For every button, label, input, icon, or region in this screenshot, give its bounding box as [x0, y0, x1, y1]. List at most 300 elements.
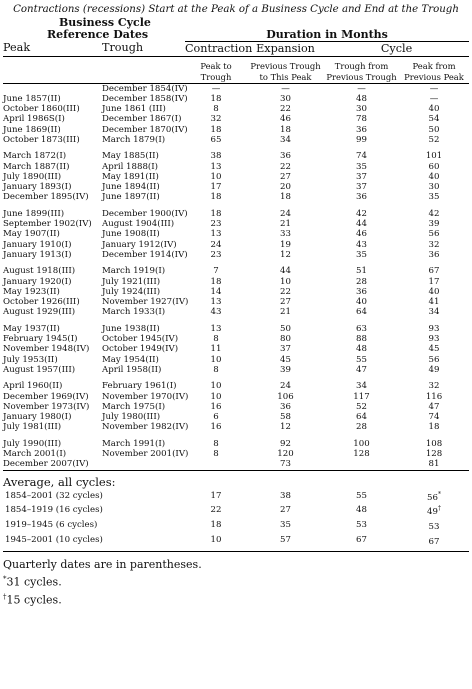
peak-date: August 1918(III) — [3, 266, 76, 277]
cycle-peak-months: — — [429, 93, 439, 104]
cycle-trough-months: 35 — [356, 249, 367, 260]
peak-date: August 1929(III) — [3, 307, 76, 318]
peak-date: June 1899(III) — [3, 208, 65, 219]
star-footnote-text: 31 cycles. — [6, 575, 62, 589]
contraction-months: 16 — [210, 422, 222, 433]
expansion-months: 24 — [280, 208, 291, 219]
average-cycle-trough — [324, 518, 399, 533]
average-contraction — [185, 533, 247, 548]
subheader-peak-from-previous-peak: Peak from Previous Peak — [399, 56, 469, 83]
cycle-peak-months: 32 — [428, 381, 440, 392]
trough-date: October 1945(IV) — [102, 334, 179, 345]
average-expansion-value: 27 — [280, 505, 291, 516]
table-row — [3, 392, 469, 402]
table-row — [3, 402, 469, 412]
table-row — [3, 229, 469, 239]
trough-date: June 1861 (III) — [102, 104, 166, 115]
cycle-peak-months: 32 — [428, 239, 440, 250]
cycle-trough-months: 36 — [356, 124, 367, 135]
average-contraction-value: 18 — [210, 520, 222, 531]
table-row — [3, 192, 469, 202]
trough-date: December 1858(IV) — [102, 93, 188, 104]
trough-date: April 1958(II) — [102, 364, 162, 375]
table-row — [3, 439, 469, 449]
cycle-trough-months: 34 — [356, 381, 367, 392]
expansion-months: 22 — [280, 104, 291, 115]
star-footnote — [3, 572, 472, 590]
cycle-peak-months: 47 — [428, 401, 440, 412]
average-cycle-trough — [324, 503, 399, 518]
contraction-months: — — [211, 83, 221, 94]
average-cycle-peak-value: 53 — [428, 522, 440, 533]
contraction-months: 6 — [213, 412, 219, 423]
contraction-months: 18 — [210, 208, 222, 219]
average-cycle-peak — [399, 503, 469, 518]
cycle-peak-months: 45 — [428, 344, 440, 355]
peak-date: July 1953(II) — [3, 354, 58, 365]
cycle-trough-months: 35 — [356, 161, 367, 172]
average-cycle-trough — [324, 533, 399, 548]
subheader-blank-1 — [3, 56, 102, 83]
average-body — [3, 470, 469, 551]
contraction-months: 13 — [210, 229, 222, 240]
peak-date: September 1902(IV) — [3, 219, 92, 230]
average-expansion — [247, 503, 324, 518]
trough-date: June 1938(II) — [102, 323, 160, 334]
table-row — [3, 412, 469, 422]
table-row — [3, 266, 469, 276]
average-expansion — [247, 489, 324, 504]
cycle-peak-months: 101 — [425, 151, 443, 162]
cycle-trough-months: 48 — [356, 93, 367, 104]
average-expansion — [247, 533, 324, 548]
average-cycle-peak — [399, 533, 469, 548]
trough-header: Trough — [102, 41, 185, 56]
contraction-months — [185, 459, 247, 470]
peak-date: October 1860(III) — [3, 104, 80, 115]
cycle-peak-months: 93 — [428, 334, 440, 345]
average-contraction — [185, 518, 247, 533]
cycle-peak-months: 35 — [428, 192, 440, 203]
cycle-peak-months: 81 — [428, 459, 440, 470]
reference-dates-header — [3, 17, 185, 41]
quarterly-note: Quarterly dates are in parentheses. — [3, 558, 202, 572]
peak-date: March 2001(I) — [3, 449, 67, 459]
peak-date: June 1857(II) — [3, 93, 61, 104]
cycle-peak-months: 67 — [428, 266, 440, 277]
table-row — [3, 135, 469, 145]
peak-date: January 1920(I) — [3, 276, 72, 287]
average-row — [3, 533, 469, 548]
cycle-trough-months: 74 — [356, 151, 367, 162]
cycle-trough-months — [324, 459, 399, 470]
peak-date: April 1986S(I) — [3, 114, 65, 125]
table-row — [3, 324, 469, 334]
cycle-peak-months: 93 — [428, 323, 440, 334]
expansion-months: 24 — [280, 381, 291, 392]
peak-date: August 1957(III) — [3, 364, 76, 375]
table-row — [3, 83, 469, 94]
subheader-blank-2 — [102, 56, 185, 83]
expansion-months: 22 — [280, 286, 291, 297]
cycle-peak-months: 34 — [428, 307, 440, 318]
cycle-header: Cycle — [324, 41, 469, 56]
cycle-trough-months: 37 — [356, 182, 367, 193]
contraction-months: 18 — [210, 276, 222, 287]
reference-dates-line2: Reference Dates — [47, 28, 149, 41]
expansion-months: 21 — [280, 307, 291, 318]
expansion-months: 19 — [280, 239, 291, 250]
expansion-months: — — [281, 83, 290, 94]
trough-date: June 1897(II) — [102, 192, 160, 203]
contraction-months: 24 — [210, 239, 222, 250]
contraction-months: 17 — [210, 182, 222, 193]
contraction-months: 14 — [210, 286, 222, 297]
cycle-trough-months: — — [357, 83, 366, 94]
average-row — [3, 503, 469, 518]
trough-date: May 1885(II) — [102, 151, 159, 162]
expansion-months: 27 — [280, 171, 291, 182]
trough-date: April 1888(I) — [102, 161, 159, 172]
cycle-trough-months: 47 — [356, 364, 367, 375]
trough-date: December 1914(IV) — [102, 249, 188, 260]
expansion-months: 18 — [280, 124, 291, 135]
average-expansion-value: 38 — [280, 490, 291, 501]
cycle-peak-months: 41 — [428, 297, 440, 308]
peak-date: May 1937(II) — [3, 323, 60, 334]
trough-date: December 1867(I) — [102, 114, 182, 125]
cycle-trough-months: 88 — [356, 334, 367, 345]
contraction-months: 32 — [210, 114, 222, 125]
contraction-months: 38 — [210, 151, 222, 162]
peak-date: July 1890(III) — [3, 171, 62, 182]
peak-date: February 1945(I) — [3, 334, 78, 345]
cycle-peak-months: 18 — [428, 422, 440, 433]
average-period: 1945–2001 (10 cycles) — [5, 535, 103, 546]
expansion-months: 45 — [280, 354, 291, 365]
expansion-months: 30 — [280, 93, 291, 104]
table-row — [3, 365, 469, 375]
subheader-previous-trough-to-peak: Previous Trough to This Peak — [247, 56, 324, 83]
table-row — [3, 172, 469, 182]
contraction-months: 10 — [210, 391, 222, 402]
table-row — [3, 449, 469, 459]
cycle-peak-months: 56 — [428, 354, 440, 365]
table-notes — [3, 558, 472, 607]
table-row — [3, 125, 469, 135]
trough-date: October 1949(IV) — [102, 344, 179, 355]
peak-date: March 1872(I) — [3, 151, 67, 162]
cycle-peak-months: 128 — [425, 449, 443, 459]
trough-date: May 1954(II) — [102, 354, 159, 365]
average-contraction-value: 17 — [210, 490, 222, 501]
cycle-trough-months: 55 — [356, 354, 367, 365]
cycle-peak-months: 52 — [428, 134, 440, 145]
cycle-peak-months: 108 — [425, 438, 443, 449]
cycle-trough-months: 48 — [356, 344, 367, 355]
trough-date: December 1900(IV) — [102, 208, 188, 219]
cycle-peak-months: 60 — [428, 161, 440, 172]
average-expansion-value: 35 — [280, 520, 291, 531]
cycle-trough-months: 28 — [356, 422, 367, 433]
cycle-peak-months: 40 — [428, 171, 440, 182]
contraction-header: Contraction — [185, 41, 253, 55]
average-cycle-trough-value: 55 — [356, 490, 367, 501]
contraction-months: 10 — [210, 354, 222, 365]
contraction-months: 8 — [213, 104, 219, 115]
table-row — [3, 94, 469, 104]
contraction-months: 23 — [210, 219, 222, 230]
cycle-trough-months: 128 — [353, 449, 370, 459]
trough-date: August 1904(III) — [102, 219, 175, 230]
cycle-peak-months: 50 — [428, 124, 440, 135]
average-row — [3, 489, 469, 504]
table-row — [3, 307, 469, 317]
cycle-trough-months: 99 — [356, 134, 367, 145]
peak-date: January 1980(I) — [3, 412, 72, 423]
expansion-months: 12 — [280, 249, 291, 260]
contraction-months: 13 — [210, 323, 222, 334]
peak-date: May 1923(II) — [3, 286, 60, 297]
cycle-trough-months: 44 — [356, 219, 367, 230]
contraction-months: 65 — [210, 134, 222, 145]
duration-header: Duration in Months — [185, 17, 469, 41]
expansion-months: 21 — [280, 219, 291, 230]
table-row — [3, 209, 469, 219]
peak-date: December 2007(IV) — [3, 459, 89, 470]
table-row — [3, 182, 469, 192]
peak-header: Peak — [3, 41, 102, 56]
peak-date: March 1887(II) — [3, 161, 70, 172]
cycle-trough-months: 28 — [356, 276, 367, 287]
peak-date: October 1873(III) — [3, 134, 80, 145]
table-row — [3, 219, 469, 229]
table-row — [3, 240, 469, 250]
trough-date — [102, 459, 185, 470]
cycle-trough-months: 51 — [356, 266, 367, 277]
cycle-peak-months: 40 — [428, 104, 440, 115]
cycle-peak-months: 54 — [428, 114, 440, 125]
table-row — [3, 355, 469, 365]
cycle-peak-months: 116 — [425, 391, 443, 402]
contraction-months: 11 — [210, 344, 222, 355]
peak-date: July 1990(III) — [3, 438, 62, 449]
peak-date: October 1926(III) — [3, 297, 80, 308]
trough-date: November 2001(IV) — [102, 449, 189, 459]
expansion-months: 33 — [280, 229, 291, 240]
peak-date: December 1895(IV) — [3, 192, 89, 203]
table-row — [3, 250, 469, 260]
trough-date: March 1991(I) — [102, 438, 166, 449]
cycle-trough-months: 36 — [356, 192, 367, 203]
cycle-trough-months: 36 — [356, 286, 367, 297]
reference-dates-line1: Business Cycle — [59, 16, 151, 29]
cycle-trough-months: 42 — [356, 208, 367, 219]
table-row — [3, 162, 469, 172]
table-row — [3, 459, 469, 470]
cycle-peak-months: 40 — [428, 286, 440, 297]
expansion-months: 73 — [280, 459, 291, 470]
peak-date: May 1907(II) — [3, 229, 60, 240]
trough-date: June 1908(II) — [102, 229, 160, 240]
trough-date: March 1933(I) — [102, 307, 166, 318]
table-row — [3, 287, 469, 297]
average-contraction-value: 22 — [210, 505, 222, 516]
expansion-months: 106 — [277, 391, 294, 402]
expansion-months: 37 — [280, 344, 291, 355]
average-expansion-value: 57 — [280, 535, 291, 546]
peak-date: December 1969(IV) — [3, 391, 89, 402]
cycle-trough-months: 40 — [356, 297, 367, 308]
cycle-trough-months: 43 — [356, 239, 367, 250]
trough-date: February 1961(I) — [102, 381, 177, 392]
expansion-months: 36 — [280, 151, 291, 162]
contraction-months: 43 — [210, 307, 222, 318]
expansion-header: Expansion — [247, 41, 324, 56]
peak-date — [3, 83, 102, 94]
cycle-peak-months: 30 — [428, 182, 440, 193]
contraction-months: 8 — [213, 438, 219, 449]
footnote-mark: * — [437, 490, 441, 498]
star-mark: * — [3, 575, 7, 584]
cycle-trough-months: 64 — [356, 307, 367, 318]
table-row — [3, 104, 469, 114]
trough-date: July 1924(III) — [102, 286, 161, 297]
trough-date: July 1921(III) — [102, 276, 161, 287]
peak-date: July 1981(III) — [3, 422, 62, 433]
cycle-peak-months: 74 — [428, 412, 440, 423]
cycle-peak-months: 39 — [428, 219, 440, 230]
cycle-trough-months: 46 — [356, 229, 367, 240]
expansion-months: 20 — [280, 182, 291, 193]
contraction-months: 13 — [210, 161, 222, 172]
contraction-months: 8 — [213, 449, 219, 459]
peak-date: April 1960(II) — [3, 381, 63, 392]
contraction-months: 23 — [210, 249, 222, 260]
contraction-months: 8 — [213, 364, 219, 375]
subheader-peak-to-trough: Peak to Trough — [185, 56, 247, 83]
expansion-months: 22 — [280, 161, 291, 172]
average-cycle-peak — [399, 489, 469, 504]
cycle-trough-months: 30 — [356, 104, 367, 115]
cycle-peak-months: 17 — [428, 276, 440, 287]
average-period: 1854–2001 (32 cycles) — [5, 490, 103, 501]
contraction-months: 18 — [210, 93, 222, 104]
expansion-months: 34 — [280, 134, 291, 145]
average-period: 1854–1919 (16 cycles) — [5, 505, 103, 516]
table-row — [3, 422, 469, 432]
trough-date: November 1970(IV) — [102, 391, 189, 402]
contraction-months: 13 — [210, 297, 222, 308]
peak-date: June 1869(II) — [3, 124, 61, 135]
average-cycle-peak-value: 67 — [428, 537, 440, 548]
contraction-months: 16 — [210, 401, 222, 412]
expansion-months: 46 — [280, 114, 291, 125]
subheader-trough-from-previous-trough: Trough from Previous Trough — [324, 56, 399, 83]
average-contraction-value: 10 — [210, 535, 222, 546]
expansion-months: 39 — [280, 364, 291, 375]
cycle-trough-months: 52 — [356, 401, 367, 412]
trough-date: June 1894(II) — [102, 182, 160, 193]
cycle-trough-months: 64 — [356, 412, 367, 423]
peak-date: November 1973(IV) — [3, 401, 90, 412]
average-cycle-trough-value: 53 — [356, 520, 367, 531]
table-row — [3, 381, 469, 391]
average-cycle-peak — [399, 518, 469, 533]
table-caption: Contractions (recessions) Start at the Peak of a Business Cycle and End at the Trough — [13, 4, 459, 15]
average-expansion — [247, 518, 324, 533]
table-row — [3, 334, 469, 344]
expansion-months: 27 — [280, 297, 291, 308]
average-cycle-peak-value: 56 — [427, 492, 438, 503]
peak-date: January 1913(I) — [3, 249, 72, 260]
trough-date: May 1891(II) — [102, 171, 159, 182]
trough-date: November 1982(IV) — [102, 422, 189, 433]
cycle-peak-months: 49 — [428, 364, 440, 375]
dagger-footnote-text: 15 cycles. — [6, 593, 62, 607]
trough-date: January 1912(IV) — [102, 239, 177, 250]
average-cycle-trough — [324, 489, 399, 504]
table-bottom-rule — [3, 548, 469, 552]
table-row — [3, 277, 469, 287]
cycle-peak-months: — — [429, 83, 439, 94]
expansion-months: 12 — [280, 422, 291, 433]
table-row — [3, 344, 469, 354]
peak-date: January 1910(I) — [3, 239, 72, 250]
average-cycle-peak-value: 49 — [427, 507, 438, 518]
contraction-months: 18 — [210, 192, 222, 203]
trough-date: December 1854(IV) — [102, 83, 188, 94]
cycle-data-body — [3, 83, 469, 470]
expansion-months: 58 — [280, 412, 291, 423]
business-cycle-table — [3, 17, 469, 552]
trough-date: March 1879(I) — [102, 134, 166, 145]
average-contraction — [185, 489, 247, 504]
expansion-months: 10 — [280, 276, 291, 287]
footnote-mark: † — [437, 505, 441, 513]
contraction-months: 18 — [210, 124, 222, 135]
peak-date: November 1948(IV) — [3, 344, 90, 355]
trough-date: July 1980(III) — [102, 412, 161, 423]
average-cycle-trough-value: 48 — [356, 505, 367, 516]
cycle-trough-months: 37 — [356, 171, 367, 182]
contraction-months: 8 — [213, 334, 219, 345]
trough-date: March 1919(I) — [102, 266, 166, 277]
business-cycle-page — [0, 3, 472, 689]
expansion-months: 80 — [280, 334, 291, 345]
cycle-trough-months: 63 — [356, 323, 367, 334]
expansion-months: 18 — [280, 192, 291, 203]
table-row — [3, 151, 469, 161]
expansion-months: 44 — [280, 266, 291, 277]
average-period: 1919–1945 (6 cycles) — [5, 520, 98, 531]
table-row — [3, 114, 469, 124]
trough-date: November 1927(IV) — [102, 297, 189, 308]
cycle-trough-months: 100 — [353, 438, 370, 449]
table-row — [3, 297, 469, 307]
dagger-footnote — [3, 590, 472, 608]
trough-date: December 1870(IV) — [102, 124, 188, 135]
contraction-months: 7 — [213, 266, 219, 277]
cycle-trough-months: 117 — [353, 391, 370, 402]
contraction-months: 10 — [210, 171, 222, 182]
average-cycle-trough-value: 67 — [356, 535, 367, 546]
cycle-trough-months: 78 — [356, 114, 367, 125]
average-row — [3, 518, 469, 533]
contraction-months: 10 — [210, 381, 222, 392]
cycle-peak-months: 56 — [428, 229, 440, 240]
cycle-peak-months: 42 — [428, 208, 440, 219]
